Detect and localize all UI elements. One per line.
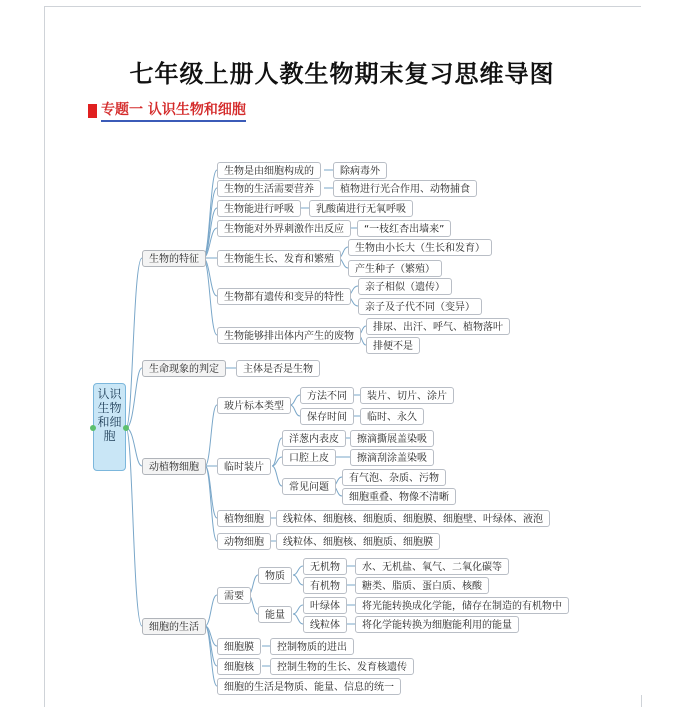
node-t3: 生物能进行呼吸 <box>217 200 301 217</box>
node-oral-a: 擦滴刮涂盖染吸 <box>350 449 434 466</box>
node-inorganic: 无机物 <box>303 558 347 575</box>
node-cell-life: 细胞的生活 <box>142 618 206 635</box>
node-t1a: 除病毒外 <box>333 162 387 179</box>
node-storage-a: 临时、永久 <box>360 408 424 425</box>
node-onion-a: 擦滴撕展盖染吸 <box>350 430 434 447</box>
node-slide-types: 玻片标本类型 <box>217 397 291 414</box>
mind-map-root: 认识生物和细胞 <box>93 383 126 471</box>
node-energy: 能量 <box>258 606 292 623</box>
node-plant-cell-a: 线粒体、细胞核、细胞质、细胞膜、细胞壁、叶绿体、液泡 <box>276 510 550 527</box>
node-t2a: 植物进行光合作用、动物捕食 <box>333 180 477 197</box>
node-t6a: 亲子相似（遗传） <box>358 278 452 295</box>
node-problems: 常见问题 <box>282 478 336 495</box>
node-t4: 生物能对外界刺激作出反应 <box>217 220 351 237</box>
node-t5a: 生物由小长大（生长和发育） <box>348 239 492 256</box>
node-mitochondria-a: 将化学能转换为细胞能利用的能量 <box>355 616 519 633</box>
section-heading-text: 专题一 认识生物和细胞 <box>101 99 246 122</box>
node-t3a: 乳酸菌进行无氧呼吸 <box>309 200 413 217</box>
node-method: 方法不同 <box>300 387 354 404</box>
node-organic: 有机物 <box>303 577 347 594</box>
node-onion: 洋葱内表皮 <box>282 430 346 447</box>
node-t5b: 产生种子（繁殖） <box>348 260 442 277</box>
root-handle-right <box>123 425 129 431</box>
node-method-a: 装片、切片、涂片 <box>360 387 454 404</box>
node-life-judgement-a: 主体是否是生物 <box>236 360 320 377</box>
node-unity: 细胞的生活是物质、能量、信息的统一 <box>217 678 401 695</box>
node-needs: 需要 <box>217 587 251 604</box>
node-life-judgement: 生命现象的判定 <box>142 360 226 377</box>
node-chloroplast: 叶绿体 <box>303 597 347 614</box>
node-plant-cell: 植物细胞 <box>217 510 271 527</box>
node-problems-a: 有气泡、杂质、污物 <box>342 469 446 486</box>
node-membrane: 细胞膜 <box>217 638 261 655</box>
page-title: 七年级上册人教生物期末复习思维导图 <box>129 60 555 88</box>
node-t1: 生物是由细胞构成的 <box>217 162 321 179</box>
node-animal-cell-a: 线粒体、细胞核、细胞质、细胞膜 <box>276 533 440 550</box>
node-matter: 物质 <box>258 567 292 584</box>
node-membrane-a: 控制物质的进出 <box>270 638 354 655</box>
node-life-characteristics: 生物的特征 <box>142 250 206 267</box>
node-plant-animal-cells: 动植物细胞 <box>142 458 206 475</box>
node-t6b: 亲子及子代不同（变异） <box>358 298 482 315</box>
node-t6: 生物都有遗传和变异的特性 <box>217 288 351 305</box>
node-animal-cell: 动物细胞 <box>217 533 271 550</box>
node-t5: 生物能生长、发育和繁殖 <box>217 250 341 267</box>
node-temp-slide: 临时装片 <box>217 458 271 475</box>
node-t4a: “一枝红杏出墙来” <box>357 220 451 237</box>
node-nucleus: 细胞核 <box>217 658 261 675</box>
node-oral: 口腔上皮 <box>282 449 336 466</box>
root-handle-left <box>90 425 96 431</box>
node-organic-a: 糖类、脂质、蛋白质、核酸 <box>355 577 489 594</box>
node-inorganic-a: 水、无机盐、氧气、二氧化碳等 <box>355 558 509 575</box>
node-nucleus-a: 控制生物的生长、发育核遗传 <box>270 658 414 675</box>
node-t7b: 排便不是 <box>366 337 420 354</box>
node-problems-b: 细胞重叠、物像不清晰 <box>342 488 456 505</box>
node-t2: 生物的生活需要营养 <box>217 180 321 197</box>
node-t7: 生物能够排出体内产生的废物 <box>217 327 361 344</box>
node-storage: 保存时间 <box>300 408 354 425</box>
node-mitochondria: 线粒体 <box>303 616 347 633</box>
node-chloroplast-a: 将光能转换成化学能，储存在制造的有机物中 <box>355 597 569 614</box>
node-t7a: 排尿、出汗、呼气、植物落叶 <box>366 318 510 335</box>
